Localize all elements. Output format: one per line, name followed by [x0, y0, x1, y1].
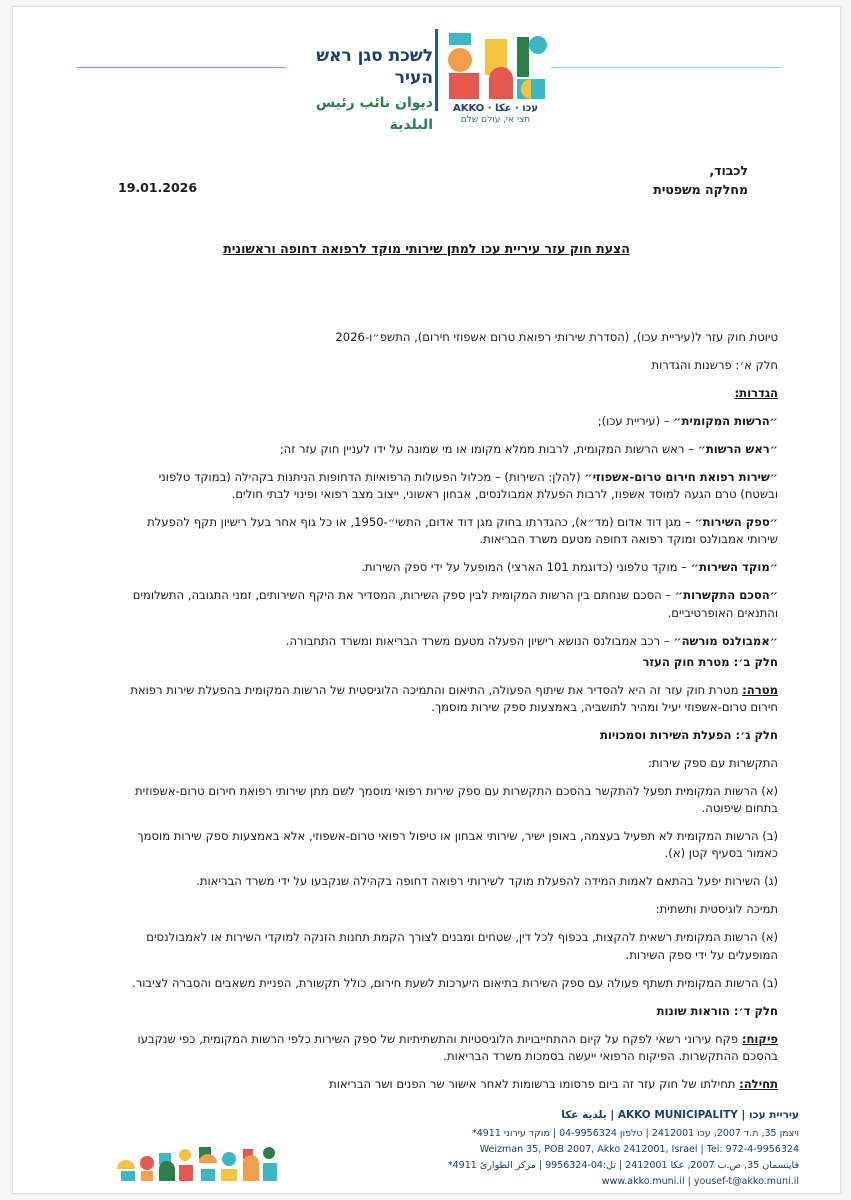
definition-ambulance: ״אמבולנס מורשה״ – רכב אמבולנס הנושא רישיון הפעלה מטעם משרד הבריאות ומשרד התחבורה.: [285, 633, 778, 648]
part-b-heading: חלק ב׳: מטרת חוק העזר: [642, 654, 778, 669]
draft-title: טיוטת חוק עזר ל(עיריית עכו), (הסדרת שירותי רפואת טרום אשפוזי חירום), התשפ״ו-2026: [335, 330, 778, 344]
header-divider-right: [551, 67, 781, 68]
definition-emergency-service: ״שירות רפואת חירום טרום-אשפוזי״ (להלן: השירות) – מכלול הפעולות הרפואיות הדחופות הניתנות בקהילה (במוקד טלפוני ובשטח) טרם הגעה למוסד אשפוז, לרבות הפעלת אמבולנסים, אבחון ראשוני, ייצוב מצב רפואי ופינוי לבתי חולים.: [158, 470, 778, 502]
footer-title: עיריית עכו | AKKO MUNICIPALITY | بلدية عكا: [561, 1109, 799, 1121]
recipient: [653, 161, 748, 199]
footer-web-email[interactable]: www.akko.muni.il | yousef-t@akko.muni.il: [601, 1176, 799, 1187]
office-title-hebrew: לשכת סגן ראש העיר: [316, 46, 433, 88]
decorative-shapes-icon: [117, 1141, 287, 1183]
part-c-heading: חלק ג׳: הפעלת השירות וסמכויות: [599, 728, 778, 743]
engagement-clause-a: (א) הרשות המקומית תפעל להתקשר בהסכם התקשרות עם ספק שירות רפואי מוסמך לשם מתן שירותי רפואת חירום טרום-אשפוזית בתחום שיפוטה.: [135, 784, 778, 816]
engagement-subheading: התקשרות עם ספק שירות:: [648, 756, 778, 771]
logo-slogan: חצי אי, עולם שלם: [460, 115, 531, 125]
footer-address-english: Weizman 35, POB 2007, Akko 2412001, Israel | Tel: 972-4-9956324: [479, 1144, 799, 1155]
header-divider-left: [76, 67, 286, 68]
definition-local-authority: ״הרשות המקומית״ – (עיריית עכו);: [597, 414, 778, 428]
footer-address-hebrew: ויצמן 35, ת.ד 2007, עכו 2412001 | טלפון 04-9956324 | מוקד עירוני 4911*: [471, 1128, 799, 1139]
akko-logo-icon: [441, 29, 553, 129]
footer-address-arabic: فايتسمان 35, ص.ب 2007, عكا 2412001 | تل:04-9956324 | مركز الطوارئ 4911*: [447, 1160, 799, 1171]
office-title-arabic: ديوان نائب رئيس البلدية: [315, 95, 433, 133]
header-vertical-bar: [435, 29, 438, 111]
engagement-clause-c: (ג) השירות יפעל בהתאם לאמות המידה להפעלת מוקד לשירותי רפואה דחופה בקהילה שנקבעו על ידי משרד הבריאות.: [196, 874, 778, 889]
letter-body: [118, 329, 778, 1104]
part-d-heading: חלק ד׳: הוראות שונות: [656, 1003, 778, 1018]
letter-page: [12, 6, 841, 1194]
definitions-heading: הגדרות:: [734, 386, 778, 400]
logo-name: עכו · عكا · AKKO: [453, 103, 538, 114]
footer-contact: [443, 1107, 799, 1190]
part-a-heading: חלק א׳: פרשנות והגדרות: [651, 358, 778, 372]
logistics-clause-b: (ב) הרשות המקומית תשתף פעולה עם ספק השירות בתיאום היערכות לשעת חירום, כולל תקשורת, הפניית משאבים והסברה לציבור.: [132, 975, 778, 990]
definition-service-center: ״מוקד השירות״ – מוקד טלפוני (כדוגמת 101 הארצי) המופעל על ידי ספק השירות.: [361, 560, 778, 575]
office-title: [283, 45, 433, 136]
logistics-clause-a: (א) הרשות המקומית רשאית להקצות, בכפוף לכל דין, שטחים ומבנים לצורך הקמת תחנות הזנקה למוקדי השירות או לאמבולנסים המופעלים על ידי ספק השירות.: [146, 930, 778, 962]
recipient-department: מחלקה משפטית: [653, 182, 748, 197]
engagement-clause-b: (ב) הרשות המקומית לא תפעיל בעצמה, באופן ישיר, שירותי אבחון או טיפול רפואי טרום-אשפוזי, אלא באמצעות ספק שירות מוסמך כאמור בסעיף קטן (א).: [137, 829, 778, 861]
definition-agreement: ״הסכם התקשרות״ – הסכם שנחתם בין הרשות המקומית לבין ספק השירות, המסדיר את היקף השירותים, זמני התגובה, התשלומים והתנאים האופרטיביים.: [132, 588, 778, 620]
recipient-salutation: לכבוד,: [709, 163, 748, 178]
logistics-subheading: תמיכה לוגיסטית ותשתית:: [655, 902, 778, 917]
letter-subject: הצעת חוק עזר עיריית עכו למתן שירותי מוקד לרפואה דחופה וראשונית: [223, 241, 630, 256]
supervision-paragraph: פיקוח: פקח עירוני רשאי לפקח על קיום ההתחייבויות הלוגיסטיות והתשתיתיות של ספק השירות כלפי הרשות המקומית, כפי שנקבעו בהסכם ההתקשרות. הפיקוח הרפואי ייעשה בסמכות משרד הבריאות.: [137, 1031, 778, 1063]
commencement-paragraph: תחילה: תחילתו של חוק עזר זה ביום פרסומו ברשומות לאחר אישור שר הפנים ושר הבריאות: [329, 1076, 778, 1091]
definition-service-provider: ״ספק השירות״ – מגן דוד אדום (מד״א), כהגדרתו בחוק מגן דוד אדום, התשי״-1950, או כל גוף אחר בעל רישיון תקף להפעלת שירותי אמבולנס ומוקד רפואה דחופה מטעם משרד הבריאות.: [147, 515, 778, 547]
definition-head-of-authority: ״ראש הרשות״ – ראש הרשות המקומית, לרבות ממלא מקומו או מי שמונה על ידו לעניין חוק עזר זה;: [279, 442, 778, 456]
goal-paragraph: מטרה: מטרת חוק עזר זה היא להסדיר את שיתוף הפעולה, התיאום והתמיכה הלוגיסטית של הרשות המקומית בהפעלת שירות רפואת חירום טרום-אשפוזי יעיל ומהיר לתושביה, באמצעות ספק שירות מוסמך.: [130, 682, 778, 715]
letter-date: 19.01.2026: [118, 180, 198, 195]
